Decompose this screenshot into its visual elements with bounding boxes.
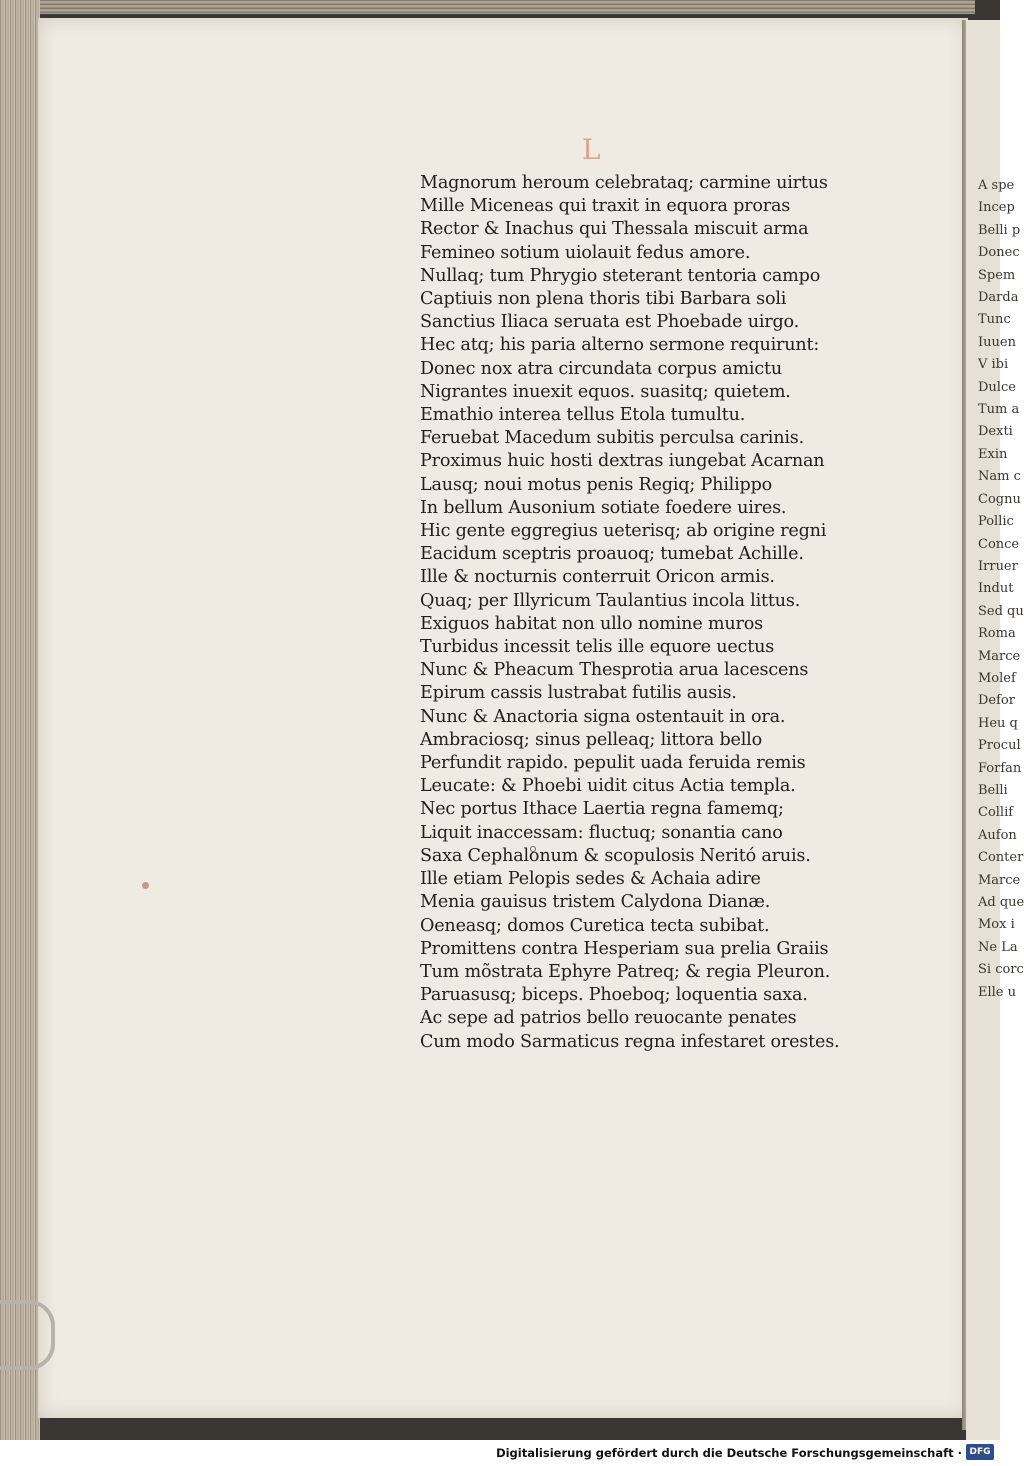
verse-line: Sanctius Iliaca seruata est Phoebade uirgo. bbox=[420, 312, 800, 333]
adjacent-page-line: Si corc bbox=[978, 962, 1024, 978]
footer-credit: Digitalisierung gefördert durch die Deutsche Forschungsgemeinschaft · bbox=[496, 1446, 962, 1460]
verse-line: Hic gente eggregius ueterisq; ab origine regni bbox=[420, 521, 827, 542]
adjacent-page-line: Heu q bbox=[978, 715, 1018, 731]
verse-line: Turbidus incessit telis ille equore uectus bbox=[420, 637, 775, 658]
verse-line: Ambraciosq; sinus pelleaq; littora bello bbox=[420, 729, 762, 750]
dfg-logo: DFG bbox=[966, 1444, 994, 1460]
adjacent-page-line: Donec bbox=[978, 245, 1020, 261]
verse-line: Exiguos habitat non ullo nomine muros bbox=[420, 613, 763, 634]
adjacent-page-line: Forfan bbox=[978, 760, 1022, 776]
verse-line: Promittens contra Hesperiam sua prelia Graiis bbox=[420, 938, 829, 959]
adjacent-page-line: Mox i bbox=[978, 917, 1015, 933]
verse-line: Liquit inaccessam: fluctuq; sonantia cano bbox=[420, 822, 783, 843]
stain-mark bbox=[142, 882, 149, 889]
verse-line: Epirum cassis lustrabat futilis ausis. bbox=[420, 683, 737, 704]
verse-line: Lausq; noui motus penis Regiq; Philippo bbox=[420, 474, 773, 495]
adjacent-page-line: Collif bbox=[978, 805, 1014, 821]
adjacent-page-line: Iuuen bbox=[978, 334, 1016, 350]
verse-line: Paruasusq; biceps. Phoeboq; loquentia saxa. bbox=[420, 985, 808, 1006]
verse-line: Mille Miceneas qui traxit in equora proras bbox=[420, 196, 791, 217]
verse-line: Ille & nocturnis conterruit Oricon armis. bbox=[420, 567, 775, 588]
verse-line: Menia gauisus tristem Calydona Dianæ. bbox=[420, 892, 771, 913]
verse-line: Quaq; per Illyricum Taulantius incola littus. bbox=[420, 590, 801, 611]
verse-line: Captiuis non plena thoris tibi Barbara soli bbox=[420, 289, 787, 310]
verse-line: Donec nox atra circundata corpus amictu bbox=[420, 358, 783, 379]
adjacent-page-line: Indut bbox=[978, 581, 1014, 597]
adjacent-page-line: Ne La bbox=[978, 939, 1018, 955]
footer-bar bbox=[0, 1440, 1000, 1466]
verse-line: Nullaq; tum Phrygio steterant tentoria campo bbox=[420, 265, 821, 286]
adjacent-page-line: Belli p bbox=[978, 222, 1021, 238]
adjacent-page-line: Roma bbox=[978, 626, 1016, 642]
verse-line: Nunc & Anactoria signa ostentauit in ora. bbox=[420, 706, 786, 727]
verse-line: Nigrantes inuexit equos. suasitq; quietem. bbox=[420, 381, 791, 402]
verse-line: Femineo sotium uiolauit fedus amore. bbox=[420, 242, 751, 263]
adjacent-page-line: Tunc bbox=[978, 312, 1011, 328]
verse-line: Feruebat Macedum subitis perculsa carinis. bbox=[420, 428, 804, 449]
page-dot-mark bbox=[530, 846, 536, 852]
adjacent-page-line: Spem bbox=[978, 267, 1016, 283]
verse-line: Tum mõstrata Ephyre Patreq; & regia Pleuron. bbox=[420, 961, 831, 982]
verse-line: Cum modo Sarmaticus regna infestaret orestes. bbox=[420, 1031, 840, 1052]
verse-line: Oeneasq; domos Curetica tecta subibat. bbox=[420, 915, 770, 936]
adjacent-page-line: Incep bbox=[978, 200, 1015, 216]
rubric-mark: L bbox=[582, 133, 601, 166]
adjacent-page-line: Conce bbox=[978, 536, 1020, 552]
verse-line: Rector & Inachus qui Thessala miscuit arma bbox=[420, 219, 809, 240]
adjacent-page-line: Procul bbox=[978, 738, 1021, 754]
adjacent-page-line: Dulce bbox=[978, 379, 1016, 395]
verse-line: Ille etiam Pelopis sedes & Achaia adire bbox=[420, 869, 761, 890]
adjacent-page-line: Defor bbox=[978, 693, 1015, 709]
adjacent-page-line: Darda bbox=[978, 290, 1019, 306]
verse-line: Saxa Cephalonum & scopulosis Neritó aruis. bbox=[420, 845, 811, 866]
adjacent-page-line: Irruer bbox=[978, 558, 1018, 574]
verse-line: In bellum Ausonium sotiate foedere uires. bbox=[420, 497, 787, 518]
verse-line: Ac sepe ad patrios bello reuocante penates bbox=[420, 1008, 797, 1029]
verse-line: Emathio interea tellus Etola tumultu. bbox=[420, 405, 746, 426]
verse-block bbox=[420, 172, 870, 1054]
verse-line: Proximus huic hosti dextras iungebat Acarnan bbox=[420, 451, 825, 472]
adjacent-page-line: Sed qu bbox=[978, 603, 1024, 619]
adjacent-page-line: Conter bbox=[978, 850, 1024, 866]
adjacent-page-line: Dexti bbox=[978, 424, 1013, 440]
verse-line: Nunc & Pheacum Thesprotia arua lacescens bbox=[420, 660, 809, 681]
adjacent-page-line: V ibi bbox=[978, 357, 1009, 373]
adjacent-page-line: Cognu bbox=[978, 491, 1021, 507]
adjacent-page-line: Pollic bbox=[978, 514, 1014, 530]
page-clip bbox=[0, 1300, 55, 1370]
adjacent-page-line: Molef bbox=[978, 670, 1016, 686]
verse-line: Nec portus Ithace Laertia regna famemq; bbox=[420, 799, 784, 820]
adjacent-page-line: Belli bbox=[978, 782, 1008, 798]
adjacent-page-line: A spe bbox=[978, 178, 1015, 193]
book-top-edge bbox=[0, 0, 975, 14]
verse-line: Hec atq; his paria alterno sermone requirunt: bbox=[420, 335, 820, 356]
adjacent-page-line: Ad que bbox=[978, 895, 1024, 910]
adjacent-page-text bbox=[966, 175, 1024, 1004]
verse-line: Leucate: & Phoebi uidit citus Actia templa. bbox=[420, 776, 796, 797]
adjacent-page-line: Elle u bbox=[978, 984, 1017, 1000]
adjacent-page bbox=[966, 20, 1024, 1440]
adjacent-page-line: Marce bbox=[978, 648, 1021, 664]
verse-line: Magnorum heroum celebrataq; carmine uirtus bbox=[420, 173, 828, 193]
adjacent-page-line: Exin bbox=[978, 446, 1008, 462]
adjacent-page-line: Tum a bbox=[978, 402, 1020, 418]
adjacent-page-line: Nam c bbox=[978, 469, 1021, 485]
verse-line: Perfundit rapido. pepulit uada feruida remis bbox=[420, 753, 806, 774]
book-page-edges bbox=[0, 0, 40, 1440]
adjacent-page-line: Aufon bbox=[978, 827, 1017, 843]
adjacent-page-line: Marce bbox=[978, 872, 1021, 888]
verse-line: Eacidum sceptris proauoq; tumebat Achille. bbox=[420, 544, 804, 565]
